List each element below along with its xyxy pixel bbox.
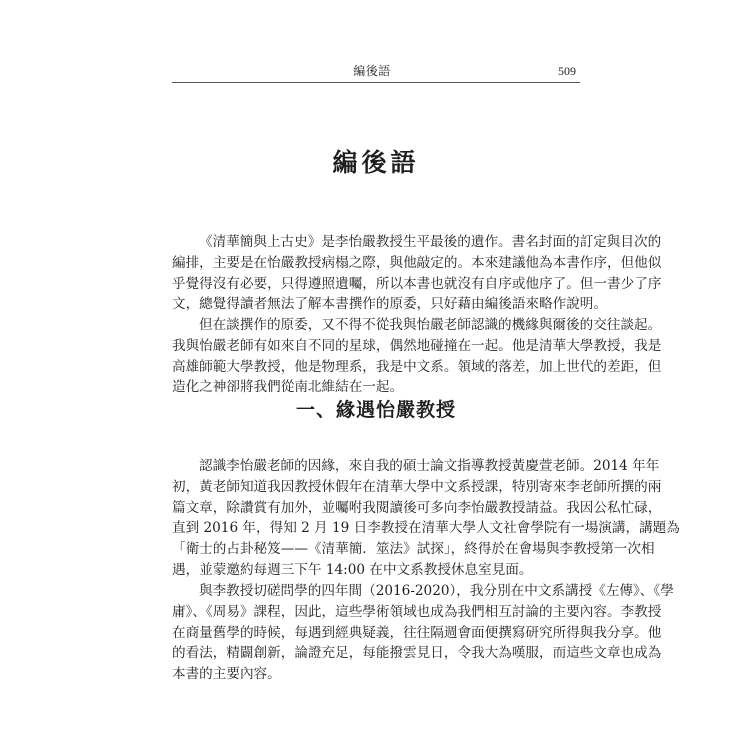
- intro-paragraph-1: [172, 232, 662, 315]
- paragraph-line: 在商量舊學的時候，每遇到經典疑義，往往隔週會面便撰寫研究所得與我分享。他: [172, 624, 662, 641]
- paragraph-line: 「衛士的占卦秘笈——《清華簡．筮法》試探」，終得於在會場與李教授第一次相: [172, 541, 655, 558]
- paragraph-line: 本書的主要內容。: [172, 666, 281, 683]
- paragraph-line: 《清華簡與上古史》是李怡嚴教授生平最後的遺作。書名封面的訂定與目次的: [199, 234, 662, 250]
- running-title: 編後語: [353, 64, 391, 78]
- paragraph-line: 篇文章，除讚賞有加外，並囑咐我閱讀後可多向李怡嚴教授請益。我因公私忙碌，: [172, 499, 662, 516]
- paragraph-line: 認識李怡嚴老師的因緣，來自我的碩士論文指導教授黃慶萱老師。2014 年年: [199, 458, 660, 474]
- page-number: 509: [558, 64, 576, 78]
- running-header: [172, 62, 576, 82]
- paragraph-line: 高雄師範大學教授，他是物理系，我是中文系。領域的落差，加上世代的差距，但: [172, 358, 662, 375]
- paragraph-line: 我與怡嚴老師有如來自不同的星球，偶然地碰撞在一起。他是清華大學教授，我是: [172, 337, 662, 354]
- section-title: 一、緣遇怡嚴教授: [295, 399, 456, 421]
- chapter-title: 編後語: [332, 148, 420, 177]
- section-paragraph-1: [172, 456, 680, 581]
- paragraph-line: 但在談撰作的原委，又不得不從我與怡嚴老師認識的機緣與爾後的交往談起。: [199, 317, 662, 333]
- paragraph-line: 文，總覺得讀者無法了解本書撰作的原委，只好藉由編後語來略作說明。: [172, 296, 607, 313]
- intro-paragraph-2: [172, 315, 662, 398]
- paragraph-line: 與李教授切磋問學的四年間（2016-2020），我分別在中文系講授《左傳》、《學: [199, 583, 674, 599]
- paragraph-line: 編排，主要是在怡嚴教授病榻之際，與他敲定的。本來建議他為本書作序，但他似: [172, 254, 662, 271]
- section-paragraph-2: [172, 581, 674, 685]
- paragraph-line: 造化之神卻將我們從南北維結在一起。: [172, 379, 404, 396]
- paragraph-line: 的看法，精闢創新，論證充足，每能撥雲見日，令我大為嘆服，而這些文章也成為: [172, 645, 662, 662]
- paragraph-line: 乎覺得沒有必要，只得遵照遺囑，所以本書也就沒有自序或他序了。但一書少了序: [172, 275, 662, 292]
- paragraph-line: 初，黃老師知道我因教授休假年在清華大學中文系授課，特別寄來李老師所撰的兩: [172, 478, 662, 495]
- header-rule: [172, 82, 580, 83]
- paragraph-line: 直到 2016 年，得知 2 月 19 日李教授在清華大學人文社會學院有一場演講，講題為: [172, 520, 680, 537]
- paragraph-line: 庸》、《周易》課程，因此，這些學術領域也成為我們相互討論的主要內容。李教授: [172, 603, 662, 620]
- paragraph-line: 遇，並蒙邀約每週三下午 14:00 在中文系教授休息室見面。: [172, 561, 533, 578]
